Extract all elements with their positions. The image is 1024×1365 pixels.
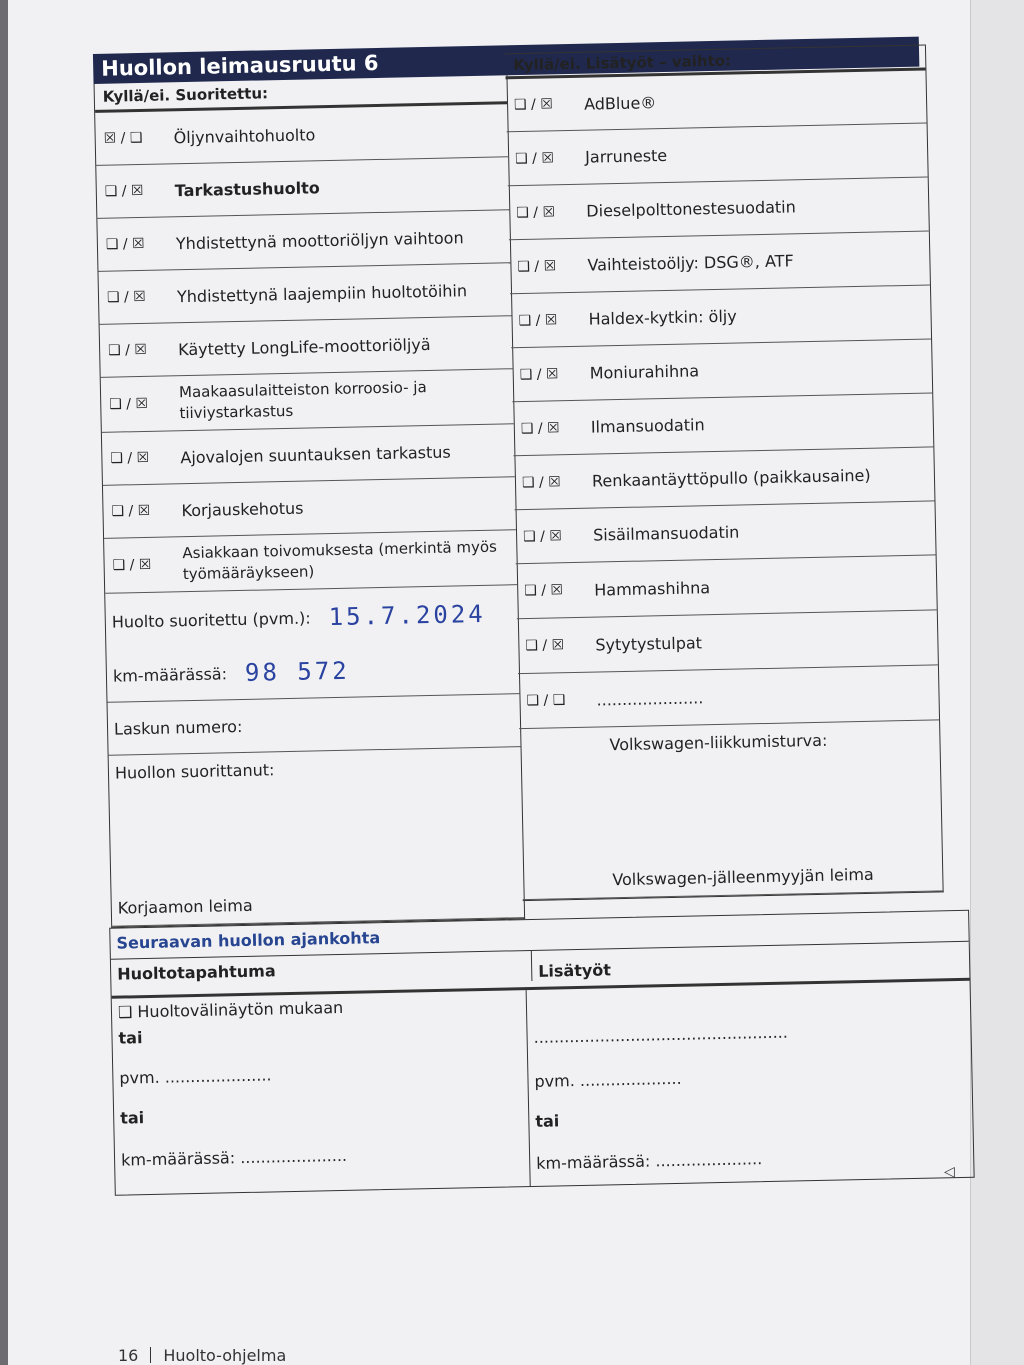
next-service-title: Seuraavan huollon ajankohta (110, 911, 968, 960)
checklist-label: Tarkastushuolto (174, 177, 320, 200)
adjacent-page-edge (970, 0, 1024, 1365)
checklist-row[interactable] (517, 610, 938, 674)
page-number: 16 (118, 1346, 139, 1365)
yes-no-checkbox[interactable]: ❑ / ☒ (521, 473, 561, 491)
km-label: km-määrässä: (112, 663, 228, 686)
km-line[interactable]: km-määrässä: ..................... (536, 1149, 763, 1173)
checklist-label: Käytetty LongLife-moottoriöljyä (177, 334, 431, 359)
or-label: tai (118, 1028, 143, 1048)
km-handwritten[interactable]: 98 572 (244, 656, 350, 687)
checklist-label: Dieselpolttonestesuodatin (586, 197, 796, 221)
yes-no-checkbox[interactable]: ☒ / ❑ (103, 129, 143, 147)
yes-no-checkbox[interactable]: ❑ / ☒ (107, 341, 148, 359)
additional-work-header: Lisätyöt (538, 960, 612, 981)
checklist-label: Jarruneste (584, 145, 668, 167)
service-event-header: Huoltotapahtuma (111, 951, 533, 990)
checklist-row[interactable] (509, 231, 930, 294)
checklist-row[interactable] (104, 530, 517, 594)
performed-column (94, 75, 526, 927)
yes-no-checkbox[interactable]: ❑ / ☒ (522, 527, 562, 545)
yes-no-checkbox[interactable]: ❑ / ☒ (520, 419, 560, 437)
checklist-label: Sisäilmansuodatin (592, 522, 740, 545)
checklist-row[interactable] (516, 555, 937, 619)
checklist-row[interactable] (512, 393, 933, 456)
yes-no-checkbox[interactable]: ❑ / ☒ (518, 311, 558, 329)
checklist-row[interactable] (507, 124, 928, 187)
checklist-label: Vaihteistoöljy: DSG®, ATF (587, 251, 794, 275)
yes-no-checkbox[interactable]: ❑ / ☒ (110, 449, 150, 467)
checklist-label: Yhdistettynä moottoriöljyn vaihtoon (175, 227, 464, 253)
checklist-label: Ilmansuodatin (590, 415, 705, 437)
interval-display-option[interactable]: ❑ Huoltovälinäytön mukaan (117, 997, 344, 1022)
date-line[interactable]: pvm. .................... (534, 1068, 682, 1091)
yes-no-checkbox[interactable]: ❑ / ☒ (109, 395, 149, 413)
checklist-label: ..................... (596, 687, 704, 710)
dealer-stamp-label: Volkswagen-jälleenmyyjän leima (612, 864, 874, 890)
yes-no-checkbox[interactable]: ❑ / ☒ (106, 288, 146, 306)
dealer-stamp-box[interactable] (519, 720, 942, 900)
checklist-label: Öljynvaihtohuolto (173, 124, 316, 147)
additional-work-column (505, 45, 944, 902)
yes-no-checkbox[interactable]: ❑ / ☒ (516, 203, 556, 221)
page-footer (118, 1346, 286, 1365)
performed-by-label: Huollon suorittanut: (114, 760, 275, 783)
checklist-row[interactable] (98, 263, 511, 325)
yes-no-checkbox[interactable]: ❑ / ☒ (525, 637, 565, 655)
workshop-stamp-box[interactable] (109, 747, 524, 927)
checklist-label: Yhdistettynä laajempiin huoltotöihin (176, 280, 468, 306)
section-name: Huolto-ohjelma (163, 1346, 287, 1365)
yes-no-checkbox[interactable]: ❑ / ☒ (111, 502, 151, 520)
yes-no-checkbox[interactable]: ❑ / ☒ (105, 235, 145, 253)
or-label: tai (535, 1111, 560, 1131)
km-row[interactable] (106, 641, 519, 703)
form-banner-title: Huollon leimausruutu 6 (93, 37, 919, 84)
or-label: tai (120, 1108, 145, 1128)
yes-no-checkbox[interactable]: ❑ / ☒ (519, 365, 559, 383)
checklist-label: Maakaasulaitteiston korroosio- ja tiiviystarkastus (178, 378, 427, 423)
checklist-row[interactable] (100, 316, 513, 378)
checklist-row[interactable] (511, 339, 932, 402)
checklist-label: AdBlue® (583, 92, 657, 114)
checklist-label: Hammashihna (594, 577, 711, 600)
next-service-section (109, 910, 974, 1196)
yes-no-checkbox[interactable]: ❑ / ❑ (526, 692, 566, 710)
checklist-row[interactable] (518, 665, 939, 729)
workshop-stamp-label: Korjaamon leima (117, 895, 253, 918)
checklist-row[interactable] (95, 104, 508, 166)
service-date-handwritten[interactable]: 15.7.2024 (328, 599, 486, 632)
checklist-row[interactable] (515, 501, 936, 564)
checklist-label: Renkaantäyttöpullo (paikkausaine) (591, 465, 871, 491)
mobility-guarantee-label: Volkswagen-liikkumisturva: (609, 730, 828, 755)
additional-work-line[interactable]: .................................................. (533, 1022, 789, 1047)
yes-no-checkbox[interactable]: ❑ / ☒ (104, 182, 144, 200)
checklist-row[interactable] (513, 447, 934, 510)
checklist-label: Sytytystulpat (595, 632, 703, 655)
yes-no-checkbox[interactable]: ❑ / ☒ (524, 582, 564, 600)
service-event-cell (112, 990, 531, 1195)
checklist-row[interactable] (510, 285, 931, 348)
next-service-body (112, 981, 974, 1195)
checklist-row[interactable] (101, 369, 514, 433)
checklist-row[interactable] (103, 477, 516, 539)
checklist-row[interactable] (508, 177, 929, 240)
checklist-row[interactable] (96, 157, 509, 219)
yes-no-checkbox[interactable]: ❑ / ☒ (112, 556, 152, 574)
checklist-row[interactable] (97, 210, 510, 272)
checklist-label: Korjauskehotus (181, 498, 304, 520)
checklist-label: Haldex-kytkin: öljy (588, 306, 737, 329)
additional-work-column-header: Kyllä/ei. Lisätyöt – vaihto: (505, 45, 925, 80)
invoice-row[interactable] (108, 694, 521, 756)
yes-no-checkbox[interactable]: ❑ / ☒ (515, 149, 555, 167)
yes-no-checkbox[interactable]: ❑ / ☒ (517, 257, 557, 275)
additional-work-cell (527, 981, 974, 1186)
checklist-label: Moniurahihna (589, 361, 700, 383)
km-line[interactable]: km-määrässä: ..................... (120, 1145, 348, 1170)
service-stamp-form (90, 0, 975, 1210)
triangle-marker-icon: ◁ (944, 1164, 955, 1180)
service-date-label: Huolto suoritettu (pvm.): (111, 608, 311, 632)
checklist-row[interactable] (506, 71, 927, 133)
performed-column-header: Kyllä/ei. Suoritettu: (95, 75, 508, 113)
checklist-label: Asiakkaan toivomuksesta (merkintä myös työmääräykseen) (182, 537, 498, 584)
invoice-number-label: Laskun numero: (113, 716, 243, 739)
checklist-label: Ajovalojen suuntauksen tarkastus (180, 442, 451, 467)
date-line[interactable]: pvm. ..................... (119, 1065, 272, 1088)
service-date-row[interactable] (105, 585, 518, 650)
checklist-row[interactable] (102, 424, 515, 486)
yes-no-checkbox[interactable]: ❑ / ☒ (513, 96, 553, 114)
booklet-page (8, 0, 970, 1365)
